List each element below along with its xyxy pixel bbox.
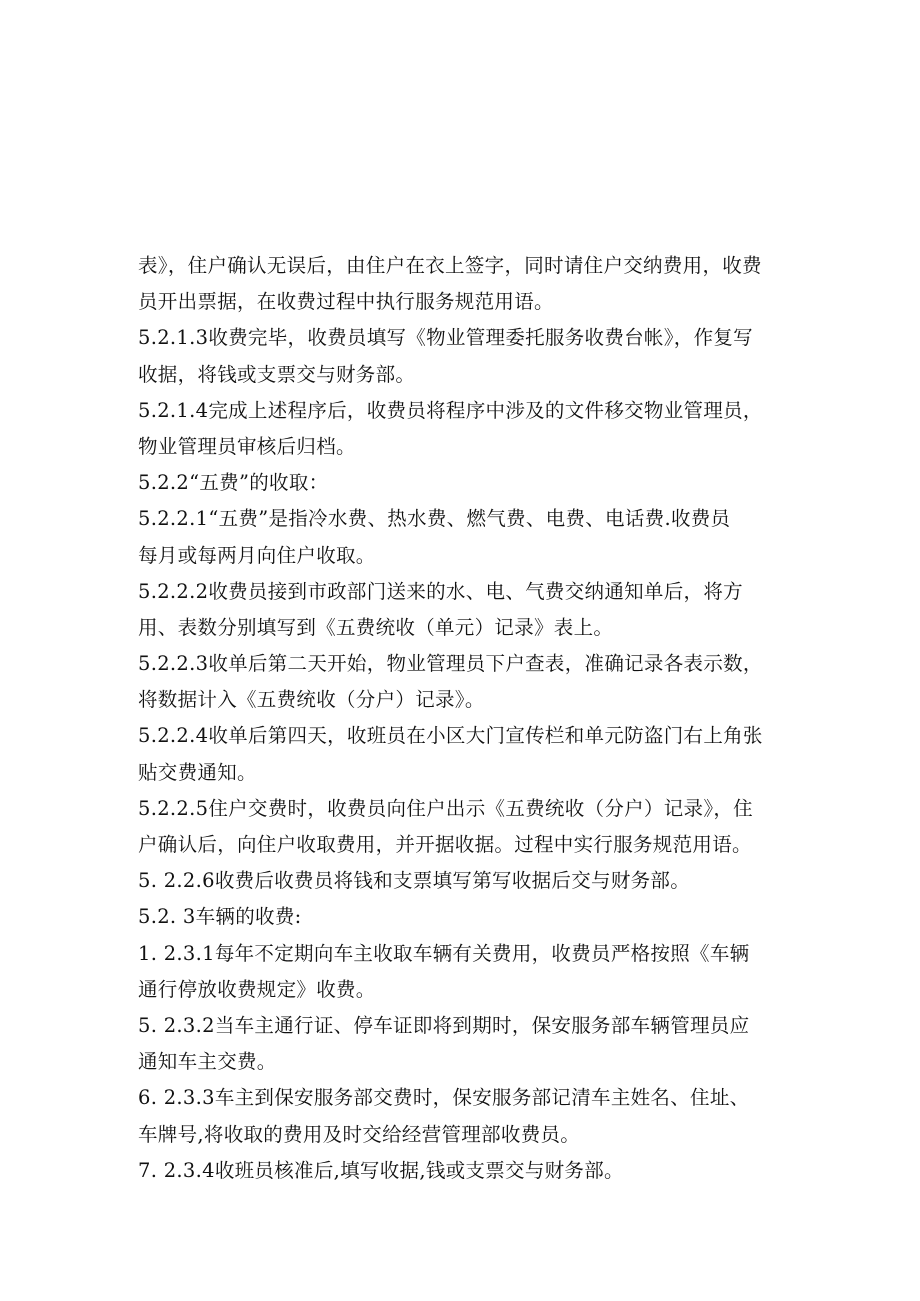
text-line: 5.2.2.5住户交费时，收费员向住户出示《五费统收（分户）记录》，住 <box>138 796 753 820</box>
text-line: 每月或每两月向住户收取。 <box>138 543 376 567</box>
text-line: 用、表数分别填写到《五费统收（单元）记录》表上。 <box>138 615 614 639</box>
text-line: 表》，住户确认无误后，由住户在衣上签字，同时请住户交纳费用，收费 <box>138 254 762 277</box>
text-line: 5.2.2.2收费员接到市政部门送来的水、电、气费交纳通知单后，将方 <box>138 579 743 603</box>
text-line: 车牌号,将收取的费用及时交给经营管理部收费员。 <box>138 1122 581 1146</box>
text-line: 通行停放收费规定》收费。 <box>138 977 376 1001</box>
text-line: 收据，将钱或支票交与财务部。 <box>138 362 416 386</box>
text-line: 5.2.2“五费”的收取： <box>138 471 329 495</box>
text-line: 5. 2.2.6收费后收费员将钱和支票填写第写收据后交与财务部。 <box>138 869 691 893</box>
text-line: 5. 2.3.2当车主通行证、停车证即将到期时，保安服务部车辆管理员应 <box>138 1013 750 1037</box>
text-line: 贴交费通知。 <box>138 760 257 784</box>
text-line: 5.2.1.3收费完毕，收费员填写《物业管理委托服务收费台帐》，作复写 <box>138 326 753 350</box>
text-line: 将数据计入《五费统收（分户）记录》。 <box>138 688 485 712</box>
text-line: 员开出票据，在收费过程中执行服务规范用语。 <box>138 290 554 314</box>
text-line: 7. 2.3.4收班员核准后,填写收据,钱或支票交与财务部。 <box>138 1158 624 1182</box>
text-line: 5.2.2.1“五费”是指冷水费、热水费、燃气费、电费、电话费.收费员 <box>138 507 731 531</box>
text-line: 5.2.2.3收单后第二天开始，物业管理员下户查表，准确记录各表示数， <box>138 652 763 676</box>
text-line: 5.2.2.4收单后第四天，收班员在小区大门宣传栏和单元防盗门右上角张 <box>138 724 763 748</box>
text-line: 6. 2.3.3车主到保安服务部交费时，保安服务部记清车主姓名、住址、 <box>138 1086 750 1110</box>
text-line: 通知车主交费。 <box>138 1050 277 1074</box>
text-line: 物业管理员审核后归档。 <box>138 434 356 458</box>
text-line: 1. 2.3.1每年不定期向车主收取车辆有关费用，收费员严格按照《车辆 <box>138 941 750 965</box>
text-line: 5.2.1.4完成上述程序后，收费员将程序中涉及的文件移交物业管理员， <box>138 398 763 422</box>
document-body <box>138 248 788 1189</box>
text-line: 5.2. 3车辆的收费: <box>138 905 302 929</box>
text-line: 户确认后，向住户收取费用，并开据收据。过程中实行服务规范用语。 <box>138 833 752 856</box>
